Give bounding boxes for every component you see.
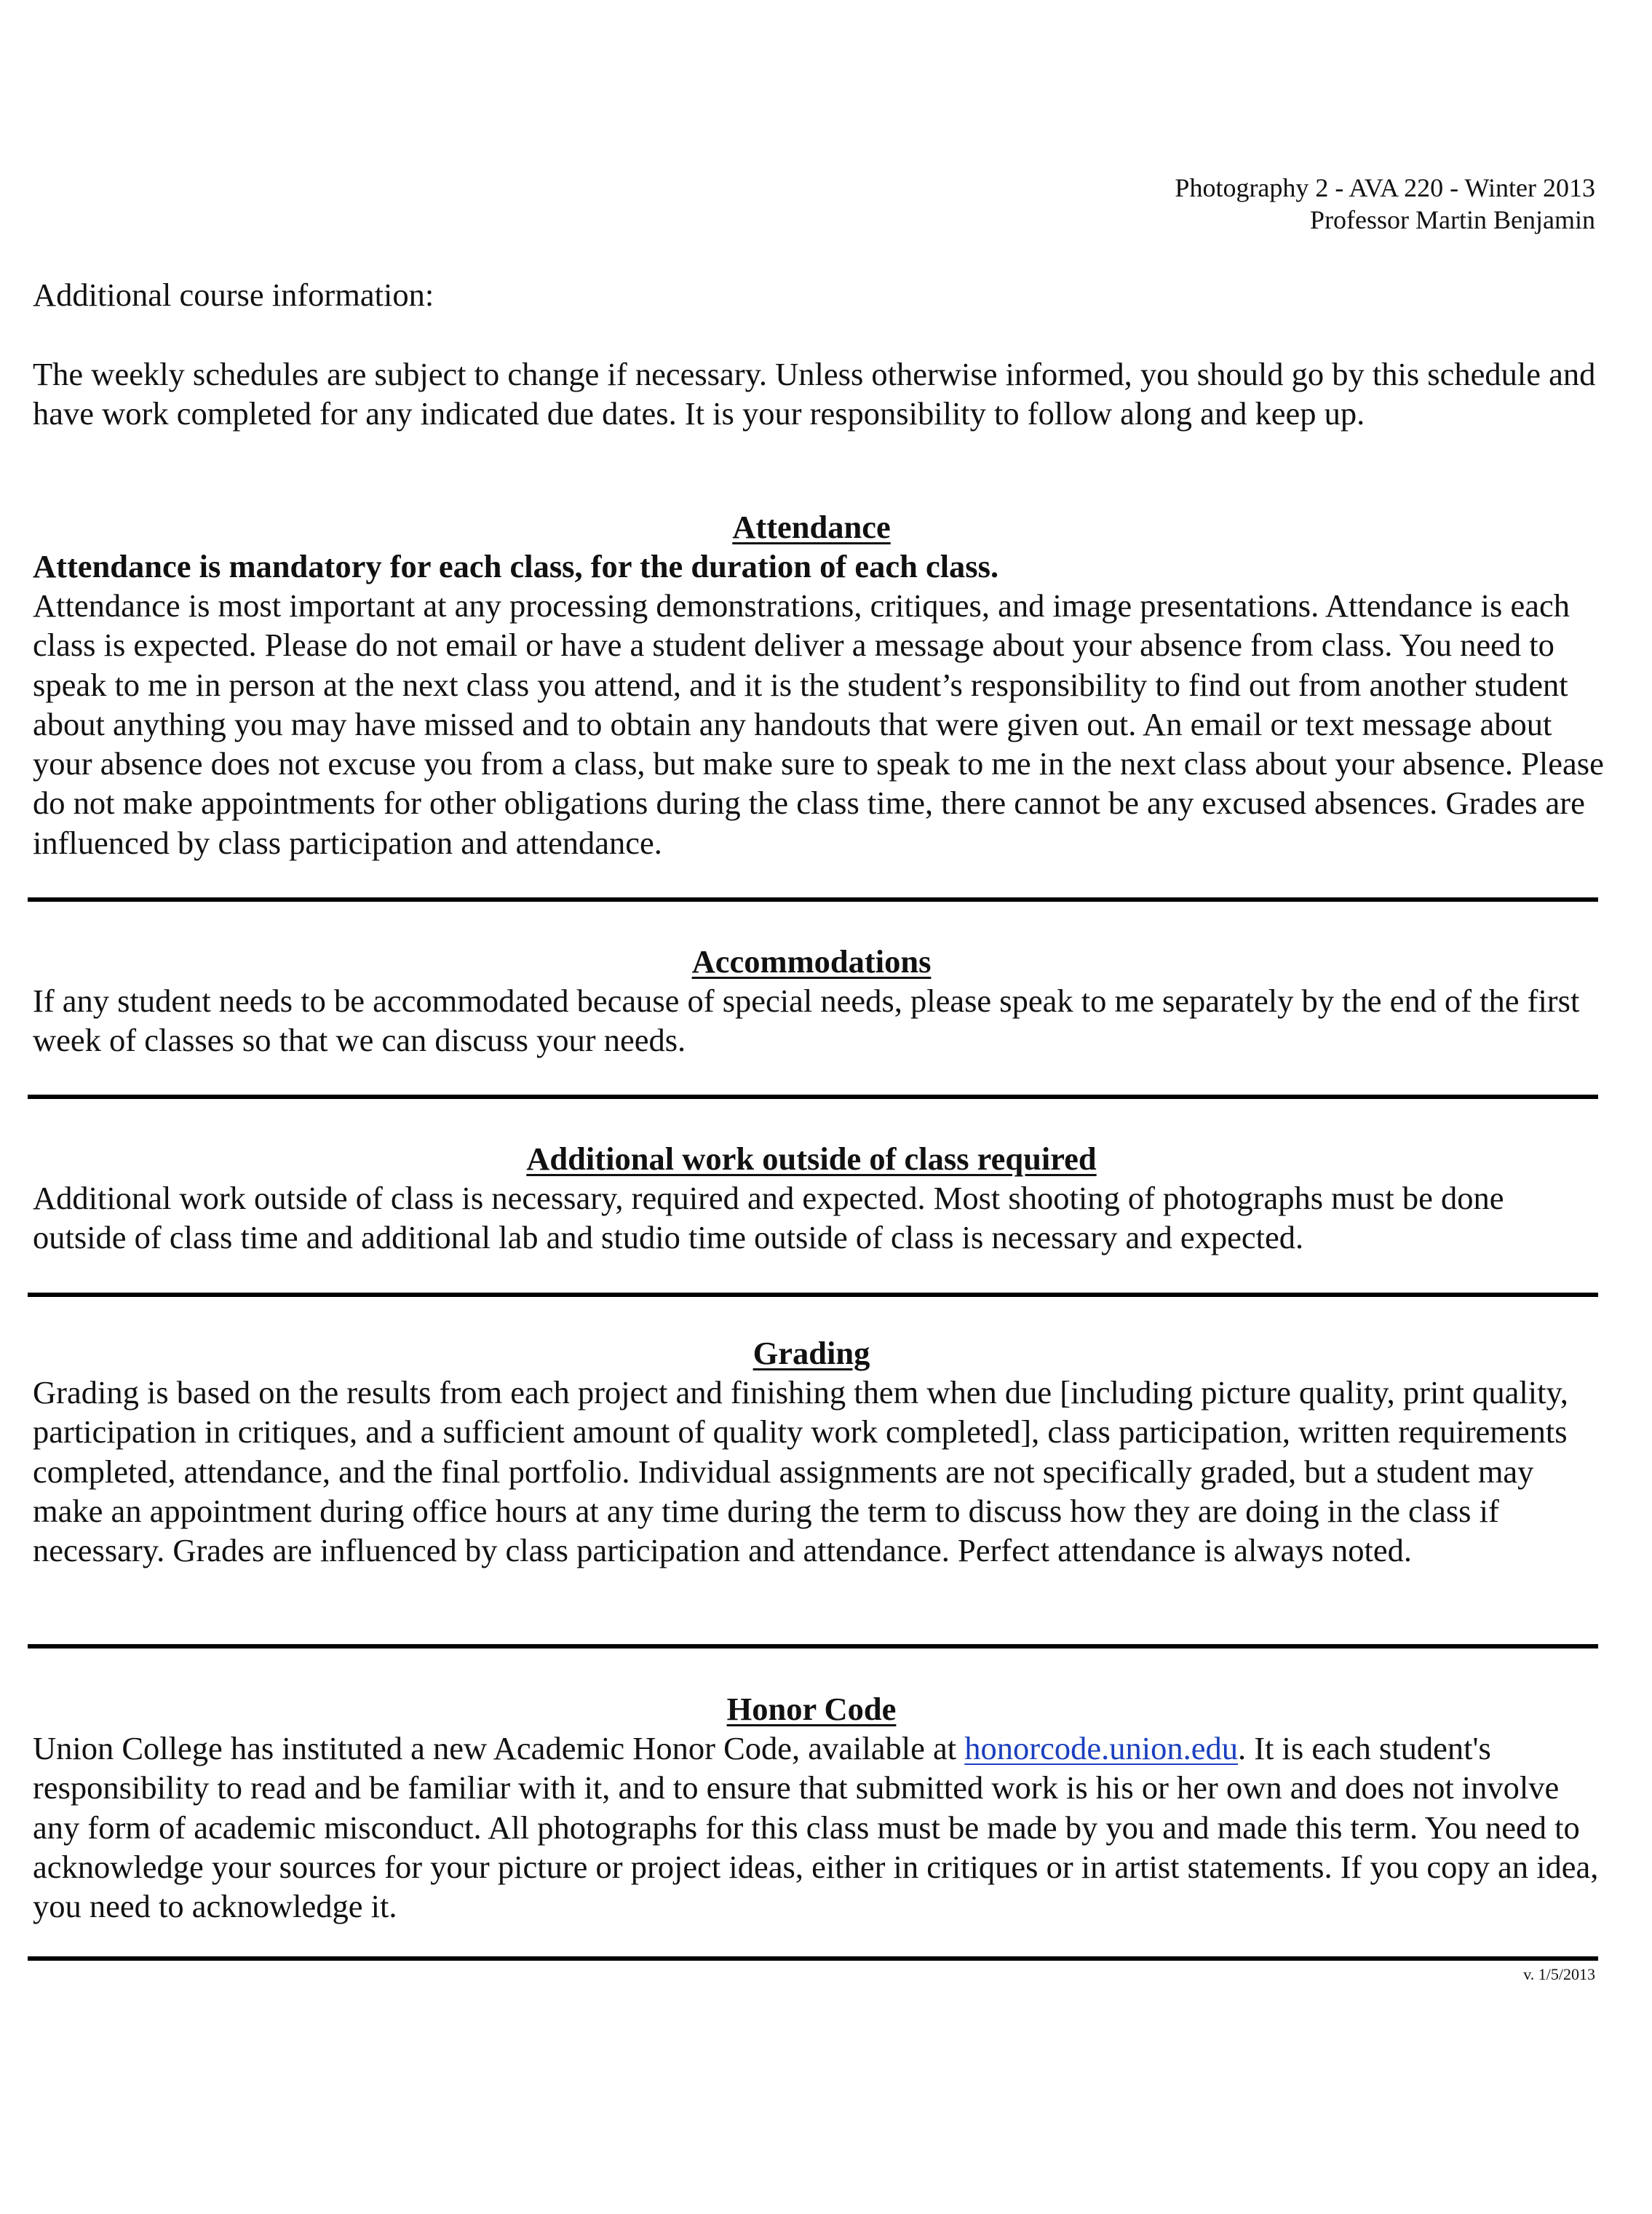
attendance-body: Attendance is most important at any processing demonstrations, critiques, and image presentations. Attendance is each class is expected. Please do not email or have a student deliver a message about your absence from class. You need to speak to me in person at the next class you attend, and it is the student’s responsibility to find out from another student about anything you may have missed and to obtain any handouts that were given out. An email or text message about your absence does not excuse you from a class, but make sure to speak to me in the next class about your absence. Please do not make appointments for other obligations during the class time, there cannot be any excused absences. Grades are influenced by class participation and attendance. [33, 587, 1604, 861]
honor-code-link[interactable]: honorcode.union.edu [964, 1730, 1238, 1766]
section-divider [28, 897, 1598, 902]
professor-line: Professor Martin Benjamin [1310, 205, 1595, 234]
honor-code-text-after-link: . It is each student's responsibility to read and be familiar with it, and to ensure that submitted work is his or her own and does not involve any form of academic misconduct. All photographs for this class must be made by you and made this term. You need to acknowledge your sources for your picture or project ideas, either in critiques or in artist statements. If you copy an idea, you need to acknowledge it. [33, 1730, 1599, 1925]
honor-code-text-before-link: Union College has instituted a new Academic Honor Code, available at [33, 1730, 965, 1766]
attendance-heading [0, 507, 1623, 547]
section-divider [28, 1956, 1598, 1961]
intro-title: Additional course information: [33, 277, 434, 313]
accommodations-body: If any student needs to be accommodated because of special needs, please speak to me separately by the end of the first week of classes so that we can discuss your needs. [33, 983, 1580, 1059]
version-label: v. 1/5/2013 [1523, 1965, 1595, 1983]
honor-code-body [33, 1729, 1605, 1926]
additional-work-heading-text: Additional work outside of class required [526, 1140, 1097, 1177]
grading-body: Grading is based on the results from each project and finishing them when due [including picture quality, print quality, participation in critiques, and a sufficient amount of quality work completed], class participation, written requirements completed, attendance, and the final portfolio. Individual assignments are not specifically graded, but a student may make an appointment during office hours at any time during the term to discuss how they are doing in the class if necessary. Grades are influenced by class participation and attendance. Perfect attendance is always noted. [33, 1374, 1568, 1569]
section-divider [28, 1644, 1598, 1648]
grading-heading-text: Grading [752, 1335, 870, 1371]
intro-paragraph: The weekly schedules are subject to change if necessary. Unless otherwise informed, you should go by this schedule and have work completed for any indicated due dates. It is your responsibility to follow along and keep up. [33, 356, 1596, 432]
section-divider [28, 1095, 1598, 1099]
honor-code-heading-text: Honor Code [726, 1691, 897, 1727]
attendance-heading-text: Attendance [732, 509, 891, 545]
honor-code-heading [0, 1689, 1623, 1729]
grading-heading [0, 1333, 1623, 1373]
additional-work-heading [0, 1139, 1623, 1178]
course-title-line: Photography 2 - AVA 220 - Winter 2013 [1175, 173, 1595, 202]
accommodations-heading [0, 942, 1623, 981]
additional-work-body: Additional work outside of class is necessary, required and expected. Most shooting of photographs must be done outside of class time and additional lab and studio time outside of class is necessary and expected. [33, 1180, 1504, 1256]
accommodations-heading-text: Accommodations [691, 943, 932, 980]
attendance-bold-statement: Attendance is mandatory for each class, for the duration of each class. [33, 548, 999, 584]
section-divider [28, 1293, 1598, 1297]
